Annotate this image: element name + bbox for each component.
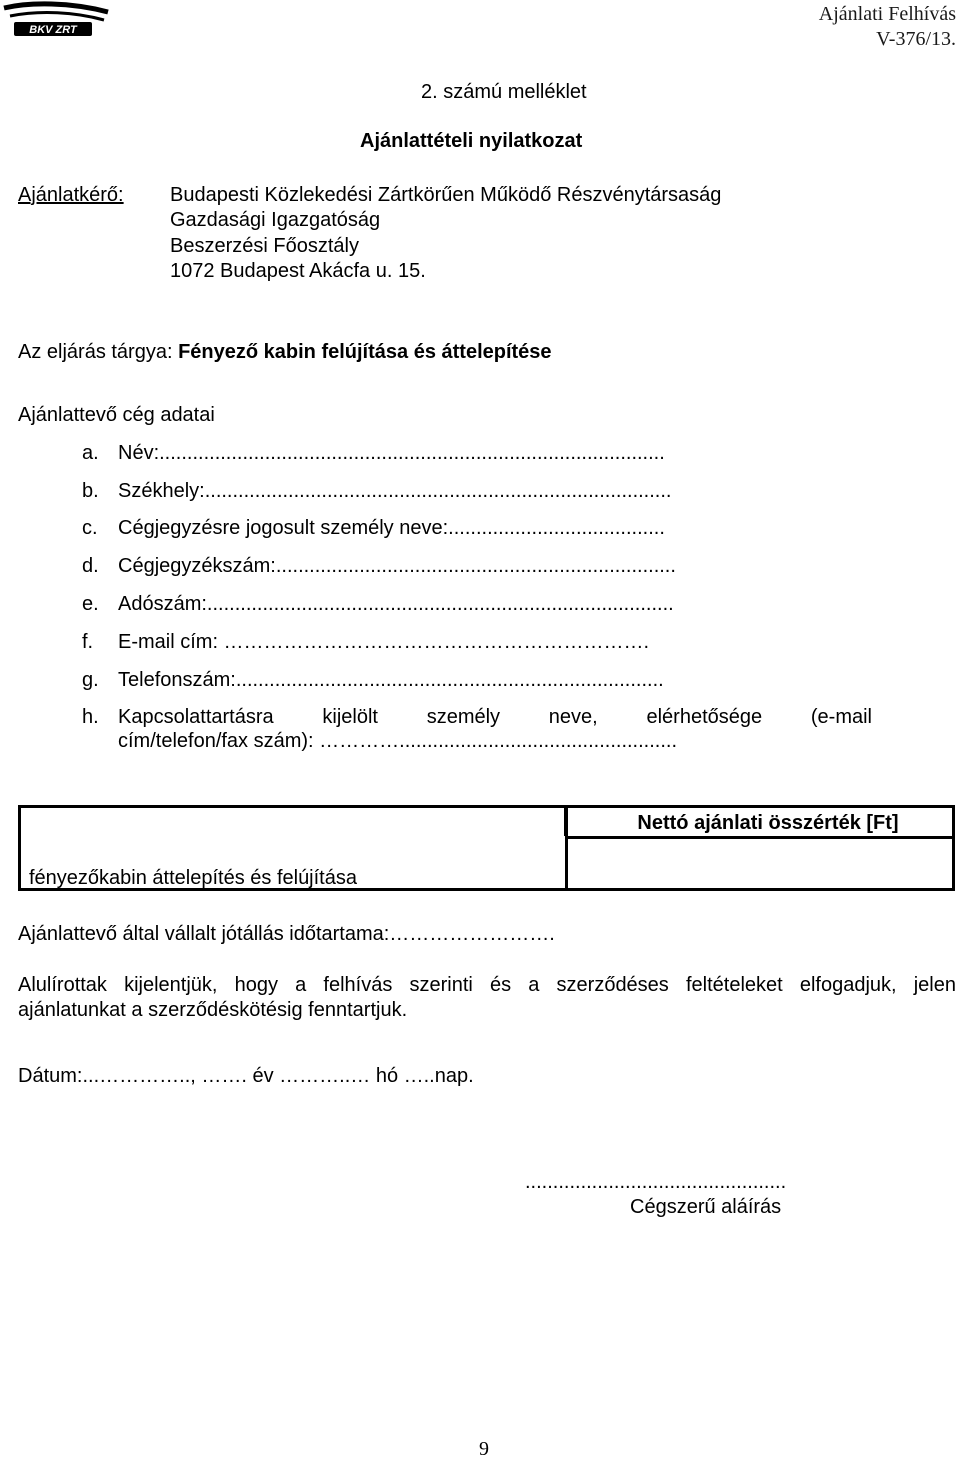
declaration-title: Ajánlattételi nyilatkozat (360, 130, 583, 152)
field-letter: g. (82, 669, 99, 691)
procedure-subject: Fényező kabin felújítása és áttelepítése (178, 341, 552, 363)
client-line: Beszerzési Főosztály (170, 235, 359, 257)
annex-title: 2. számú melléklet (421, 81, 587, 103)
bidder-field-phone (82, 668, 664, 692)
field-text-continued: cím/telefon/fax szám): ………….................................................. (118, 730, 678, 752)
doc-type: Ajánlati Felhívás (818, 3, 956, 25)
field-text: Székhely:.................................................................................... (118, 480, 672, 502)
field-text: Cégjegyzékszám:........................................................................ (118, 555, 676, 577)
bidder-field-seat (82, 479, 671, 503)
field-letter: e. (82, 593, 99, 615)
warranty-line: Ajánlattevő által vállalt jótállás időtartama:……………………. (18, 923, 555, 945)
procedure-label: Az eljárás tárgya: (18, 341, 173, 363)
doc-number: V-376/13. (876, 28, 956, 50)
field-letter: d. (82, 555, 99, 577)
bidder-field-contact (82, 705, 872, 753)
logo-text: BKV ZRT (29, 24, 77, 36)
client-line: Gazdasági Igazgatóság (170, 209, 381, 231)
field-letter: h. (82, 706, 99, 728)
field-text: E-mail cím: ………………………………………………………. (118, 631, 650, 653)
procedure-line (18, 340, 552, 364)
price-table (18, 805, 955, 891)
bkv-logo-icon (0, 0, 112, 40)
bidder-field-tax (82, 592, 674, 616)
signature-label: Cégszerű aláírás (630, 1196, 782, 1218)
table-divider (565, 808, 568, 888)
client-line: Budapesti Közlekedési Zártkörűen Működő Részvénytársaság (170, 184, 722, 206)
field-letter: c. (82, 517, 98, 539)
field-text: Adószám:.................................................................................... (118, 593, 674, 615)
page-number: 9 (479, 1438, 489, 1460)
field-letter: b. (82, 480, 99, 502)
client-line: 1072 Budapest Akácfa u. 15. (170, 260, 426, 282)
bidder-field-registration (82, 554, 676, 578)
field-letter: a. (82, 442, 99, 464)
bidder-section-title: Ajánlattevő cég adatai (18, 404, 215, 426)
bidder-field-email (82, 630, 649, 654)
table-row-label: fényezőkabin áttelepítés és felújítása (29, 867, 357, 889)
field-letter: f. (82, 631, 94, 653)
signature-dots: ............................................... (525, 1171, 787, 1193)
field-text: Név:........................................................................................... (118, 442, 665, 464)
statement-line: ajánlatunkat a szerződéskötésig fenntartjuk. (18, 999, 408, 1021)
bidder-field-name (82, 441, 665, 465)
table-divider (565, 836, 952, 839)
table-header-empty-cell (21, 808, 565, 836)
field-text: Cégjegyzésre jogosult személy neve:....................................... (118, 517, 665, 539)
statement-line: Alulírottak kijelentjük, hogy a felhívás szerinti és a szerződéses feltételeket elfogadjuk, jelen (18, 974, 956, 996)
client-label: Ajánlatkérő: (18, 184, 124, 206)
bidder-field-signatory (82, 516, 665, 540)
table-header-net-total: Nettó ajánlati összérték [Ft] (637, 812, 899, 834)
date-line: Dátum:...………….., ……. év ………..… hó …..nap. (18, 1065, 474, 1087)
field-text: Kapcsolattartásra kijelölt személy neve, elérhetősége (e-mail (118, 706, 872, 728)
table-row-value (581, 848, 941, 884)
field-text: Telefonszám:............................................................................. (118, 669, 664, 691)
